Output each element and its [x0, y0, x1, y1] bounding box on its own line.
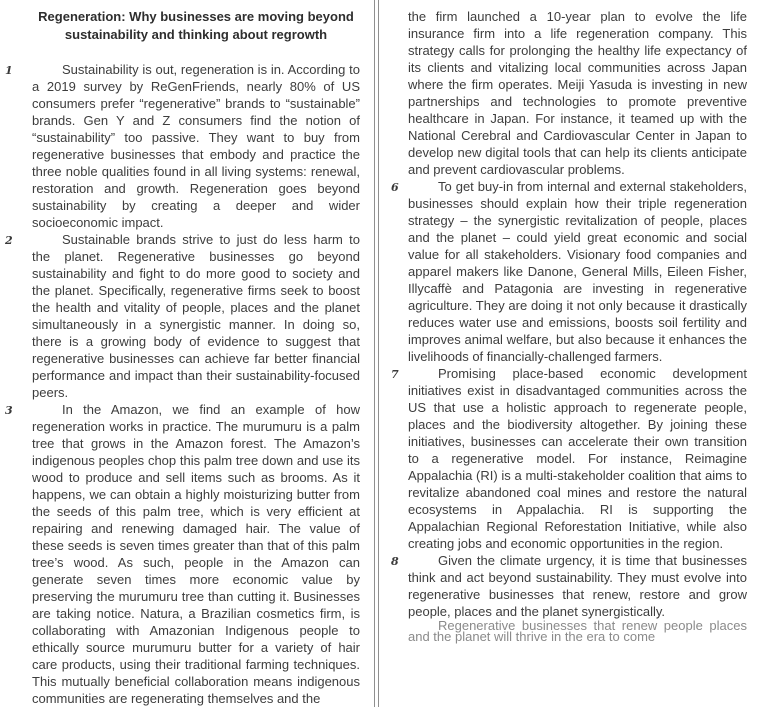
paragraph-text: In the Amazon, we find an example of how regeneration works in practice. The murumuru is a palm tree that grows in the Amazon forest. The Amazon’s indigenous peoples chop this palm tree down and use its wood to produce and sell items such as brooms. As it happens, we can obtain a highly moisturizing butter from the seeds of this palm tree, which is very efficient at repairing and renewing damaged hair. The value of these seeds is seven times greater than that of this palm tree’s wood. As such, people in the Amazon can generate seven times more economic value by preserving the murumuru tree than cutting it. Businesses are taking notice. Natura, a Brazilian cosmetics firm, is collaborating with Amazonian Indigenous people to ethically source murumuru butter for a variety of hair care products, using their traditional farming techniques. This mutually beneficial collaboration means indigenous communities are regenerating themselves and the	[32, 402, 360, 706]
paragraph-number: 7	[391, 368, 399, 381]
paragraph-text: the firm launched a 10-year plan to evolve the life insurance firm into a life regeneration company. This strategy calls for prolonging the healthy life expectancy of its clients and vitalizing local communities across Japan where the firm operates. Meiji Yasuda is investing in new partnerships and technologies to promote preventive healthcare in Japan. For instance, it teamed up with the National Cerebral and Cardiovascular Center in Japan to develop new digital tools that can help its clients anticipate and prevent cardiovascular problems.	[408, 9, 747, 177]
paragraph-number: 3	[5, 404, 13, 417]
paragraph-number: 1	[5, 64, 13, 77]
paragraph-7	[391, 365, 747, 552]
paragraph-3	[5, 401, 360, 707]
paragraph-text: Sustainable brands strive to just do less harm to the planet. Regenerative businesses go beyond sustainability and fight to do more good to society and the planet. Specifically, regenerative firms seek to boost the health and vitality of people, places and the planet simultaneously in a synergistic manner. In doing so, there is a growing body of evidence to suggest that regenerative businesses can achieve far better financial performance and impact than their sustainability-focused peers.	[32, 232, 360, 400]
paragraph-number: 8	[391, 555, 399, 568]
cropped-text-line: Regenerative businesses that renew people places and the planet will thrive in the era to come	[408, 618, 747, 644]
paragraph-text: Sustainability is out, regeneration is in. According to a 2019 survey by ReGenFriends, nearly 80% of US consumers prefer “regenerative” brands to “sustainable” brands. Gen Y and Z consumers find the notion of “sustainability” too passive. They want to buy from regenerative businesses that embody and practice the three noble qualities found in all living systems: renewal, restoration and growth. Regeneration goes beyond sustainability by creating a deeper and wider socioeconomic impact.	[32, 62, 360, 230]
paragraph-6	[391, 178, 747, 365]
paragraph-2	[5, 231, 360, 401]
paragraph-1	[5, 61, 360, 231]
paragraph-text: Given the climate urgency, it is time that businesses think and act beyond sustainability. They must evolve into regenerative businesses that renew, restore and grow people, places and the planet synergistically.	[408, 553, 747, 619]
right-column	[391, 8, 747, 644]
paragraph-text: Promising place-based economic development initiatives exist in disadvantaged communities across the US that use a holistic approach to regenerate people, places and the biodiversity altogether. By joining these initiatives, businesses can accelerate their own transition to a regenerative model. For instance, Reimagine Appalachia (RI) is a multi-stakeholder coalition that aims to revitalize abandoned coal mines and restore the natural ecosystems in Appalachia. RI is supporting the Appalachian Regional Reforestation Initiative, while also creating jobs and economic opportunities in the region.	[408, 366, 747, 551]
paragraph-text: To get buy-in from internal and external stakeholders, businesses should explain how their triple regeneration strategy – the synergistic revitalization of people, places and the planet – could yield great economic and social value for all stakeholders. Visionary food companies and apparel makers like Danone, General Mills, Eileen Fisher, Illycaffè and Patagonia are investing in regenerative agriculture. They are doing it not only because it drastically reduces water use and emissions, boosts soil fertility and improves animal welfare, but also because it enhances the livelihoods of financially-challenged farmers.	[408, 179, 747, 364]
column-divider	[374, 0, 379, 707]
paragraph-5-continuation	[408, 8, 747, 178]
passage-title: Regeneration: Why businesses are moving beyond sustainability and thinking about regrowth	[38, 9, 354, 42]
paragraph-number: 2	[5, 234, 13, 247]
left-column	[5, 8, 360, 707]
paragraph-number: 6	[391, 181, 399, 194]
paragraph-8	[391, 552, 747, 620]
